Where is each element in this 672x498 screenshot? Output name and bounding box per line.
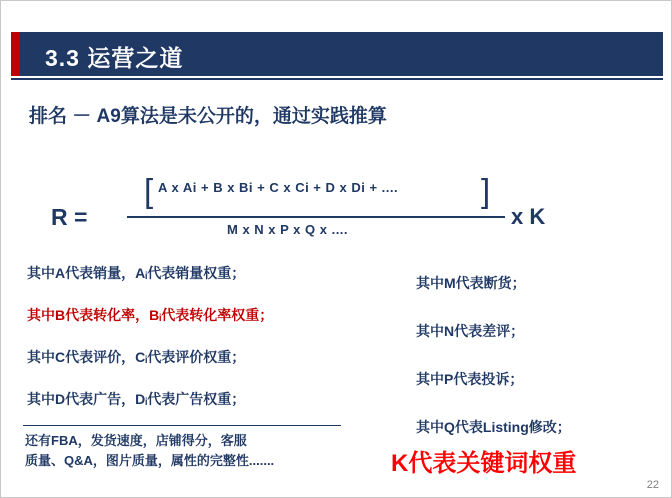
list-item: 其中M代表断货； [416, 275, 526, 291]
footnote-block [25, 431, 355, 471]
formula-block [31, 166, 621, 256]
slide-subtitle: 排名 － A9算法是未公开的，通过实践推算 [29, 106, 387, 127]
footnote-divider [23, 425, 341, 426]
list-item: 其中D代表广告，Dᵢ代表广告权重； [27, 391, 246, 407]
title-accent-bar [11, 32, 20, 76]
title-underline [11, 78, 663, 80]
formula-fraction-bar [127, 216, 505, 218]
footnote-line-2: 质量、Q&A，图片质量，属性的完整性....... [25, 453, 275, 468]
list-item: 其中A代表销量，Aᵢ代表销量权重； [27, 265, 246, 281]
slide-title-bar [11, 32, 663, 76]
left-definition-list [27, 263, 347, 431]
list-item: 其中Q代表Listing修改； [416, 419, 571, 435]
list-item: 其中N代表差评； [416, 323, 525, 339]
formula-bracket-left: [ [144, 172, 154, 209]
page-number: 22 [646, 479, 659, 491]
formula-left-hand-side: R = [51, 204, 88, 230]
list-item: 其中P代表投诉； [416, 371, 524, 387]
formula-bracket-right: ] [481, 172, 491, 209]
footnote-line-1: 还有FBA，发货速度，店铺得分，客服 [25, 433, 247, 448]
emphasis-text: K代表关键词权重 [391, 450, 577, 477]
list-item: 其中B代表转化率，Bᵢ代表转化率权重； [27, 307, 274, 323]
formula-numerator: A x Ai + B x Bi + C x Ci + D x Di + .... [158, 180, 399, 195]
formula-denominator: M x N x P x Q x .... [227, 222, 349, 237]
list-item: 其中C代表评价，Cᵢ代表评价权重； [27, 349, 246, 365]
page-title: 3.3 运营之道 [45, 45, 184, 71]
formula-multiplier: x K [511, 204, 546, 229]
right-definition-list [416, 273, 666, 465]
